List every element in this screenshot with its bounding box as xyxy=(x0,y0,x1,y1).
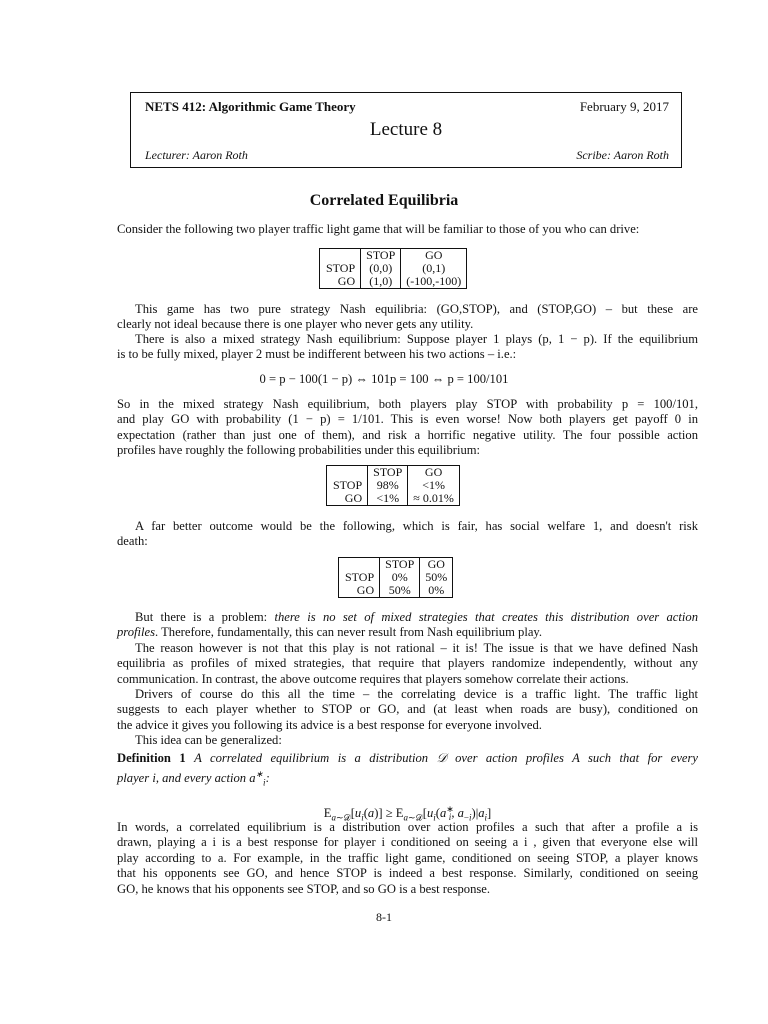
paragraph-pure-nash xyxy=(117,302,698,333)
table-cell: <1% xyxy=(368,492,408,506)
intro-text: Consider the following two player traffic light game that will be familiar to those of you who can drive: xyxy=(117,222,640,236)
page-number: 8-1 xyxy=(376,910,392,924)
text-line: In words, a correlated equilibrium is a distribution over action profiles a such that after a profile a is xyxy=(117,820,698,834)
text-line: equilibria as profiles of mixed strategies, that require that players randomize independently, without any xyxy=(117,656,698,671)
text-line: This idea can be generalized: xyxy=(135,733,282,747)
definition-text: player i, and every action a xyxy=(117,771,256,786)
definition-line-1 xyxy=(117,750,698,766)
table-cell: 50% xyxy=(425,570,448,584)
lecture-number: Lecture 8 xyxy=(369,119,443,140)
definition-line-2: player i, and every action $a^∗_i$: xyxy=(117,769,270,788)
text-line: and play GO with probability (1 − p) = 1/101. This is even worse! Now both players get payoff 0 in xyxy=(117,412,698,427)
problem-suffix: . Therefore, fundamentally, this can never result from Nash equilibrium play. xyxy=(155,625,543,640)
text-line: that his opponents see GO, and hence STOP is indeed a best response. Similarly, conditioned on seeing xyxy=(117,866,698,881)
table-cell: ≈ 0.01% xyxy=(413,491,454,505)
paragraph-mixed-nash xyxy=(117,332,698,363)
text-line: Drivers of course do this all the time – the correlating device is a traffic light. The traffic light xyxy=(135,687,698,701)
text-line: drawn, playing a i is a best response for player i conditioned on seeing a i , given that everyone else will xyxy=(117,835,698,850)
table-corner xyxy=(339,558,380,572)
text-line: There is also a mixed strategy Nash equilibrium: Suppose player 1 plays (p, 1 − p). If the equilibrium xyxy=(135,332,698,346)
lecture-header-box xyxy=(130,92,682,168)
table-cell: (0,1) xyxy=(422,261,446,275)
table-cell: 98% xyxy=(368,479,408,492)
lecturer-name: Lecturer: Aaron Roth xyxy=(145,148,248,162)
text-line: the advice it gives you following its advice is a best response for everyone involved. xyxy=(117,717,542,732)
row-header: STOP xyxy=(327,479,368,492)
text-line: So in the mixed strategy Nash equilibrium, both players play STOP with probability p = 100/101, xyxy=(117,397,698,411)
text-line: suggests to each player whether to STOP or GO, and (at least when roads are busy), conditioned on xyxy=(117,702,698,717)
definition-text: is a distribution xyxy=(337,751,429,765)
text-line: communication. In contrast, the above outcome requires that players somehow correlate their actions. xyxy=(117,671,629,686)
table-corner xyxy=(320,249,361,263)
table-cell: 0% xyxy=(428,583,445,597)
text-line: death: xyxy=(117,534,148,549)
table-cell: 0% xyxy=(380,571,420,584)
text-line: GO, he knows that his opponents see STOP, and so GO is a best response. xyxy=(117,881,491,896)
row-header: GO xyxy=(327,492,368,506)
table-corner xyxy=(327,466,368,480)
paragraph-mixed-outcome xyxy=(117,397,698,459)
problem-prefix: But there is a problem: xyxy=(135,610,275,624)
text-line xyxy=(117,625,698,640)
probability-table xyxy=(326,465,460,506)
text-line: clearly not ideal because there is one player who never gets any utility. xyxy=(117,317,474,332)
intro-paragraph xyxy=(117,222,698,237)
text-line: A far better outcome would be the following, which is fair, has social welfare 1, and doesn't risk xyxy=(135,519,698,533)
col-header: GO xyxy=(425,248,443,262)
paragraph-in-words xyxy=(117,820,698,897)
section-title: Correlated Equilibria xyxy=(309,192,459,209)
row-header: STOP xyxy=(339,571,380,584)
distribution-symbol: 𝒟 xyxy=(436,751,447,765)
definition-label: Definition 1 xyxy=(117,751,186,765)
text-line: expectation (rather than just one of them), and risk a horrific negative utility. The four possible action xyxy=(117,427,698,442)
text-line: The reason however is not that this play is not rational – it is! The issue is that we have defined Nash xyxy=(135,641,698,655)
text-line: This game has two pure strategy Nash equilibria: (GO,STOP), and (STOP,GO) – but these are xyxy=(135,302,698,316)
row-header: GO xyxy=(320,275,361,289)
col-header: STOP xyxy=(361,249,401,263)
problem-emphasis: profiles xyxy=(117,625,156,640)
col-header: GO xyxy=(424,465,443,479)
text-line: profiles have roughly the following probabilities under this equilibrium: xyxy=(117,443,481,458)
table-cell: 50% xyxy=(380,584,420,598)
course-title: NETS 412: Algorithmic Game Theory xyxy=(145,99,356,114)
paragraph-problem xyxy=(117,610,698,641)
table-cell: (-100,-100) xyxy=(406,274,462,288)
col-header: GO xyxy=(427,557,445,571)
table-cell: (1,0) xyxy=(361,275,401,289)
text-line xyxy=(117,610,698,625)
scribe-name: Scribe: Aaron Roth xyxy=(576,148,669,162)
paragraph-better-outcome xyxy=(117,519,698,550)
definition-text: over action profiles A such that for every xyxy=(455,751,699,765)
col-header: STOP xyxy=(380,558,420,572)
definition-text: A correlated equilibrium xyxy=(194,751,330,765)
table-cell: (0,0) xyxy=(361,262,401,275)
definition-block xyxy=(117,750,698,825)
text-line: is to be fully mixed, player 2 must be indifferent between his two actions – i.e.: xyxy=(117,347,517,362)
table-cell: <1% xyxy=(422,478,445,492)
paragraph-traffic-light xyxy=(117,687,698,733)
row-header: GO xyxy=(339,584,380,598)
equation-indifference: 0 = p − 100(1 − p) ⇔ 101p = 100 ⇔ p = 100/101 xyxy=(259,372,509,386)
correlated-table xyxy=(338,557,453,598)
problem-emphasis: there is no set of mixed strategies that creates this distribution over action xyxy=(274,610,698,624)
definition-equation: $E_{a\sim 𝒟}[u_i(a)] \ge E_{a\sim 𝒟}[u_i(a^∗_i$, $a_{-i})|a_i$] xyxy=(323,803,492,823)
row-header: STOP xyxy=(320,262,361,275)
payoff-table xyxy=(319,248,467,289)
lecture-date: February 9, 2017 xyxy=(579,99,669,114)
paragraph-reason xyxy=(117,641,698,687)
col-header: STOP xyxy=(368,466,408,480)
text-line: play according to a. For example, in the traffic light game, conditioned on seeing STOP, a player knows xyxy=(117,850,698,865)
paragraph-generalize xyxy=(117,733,698,748)
